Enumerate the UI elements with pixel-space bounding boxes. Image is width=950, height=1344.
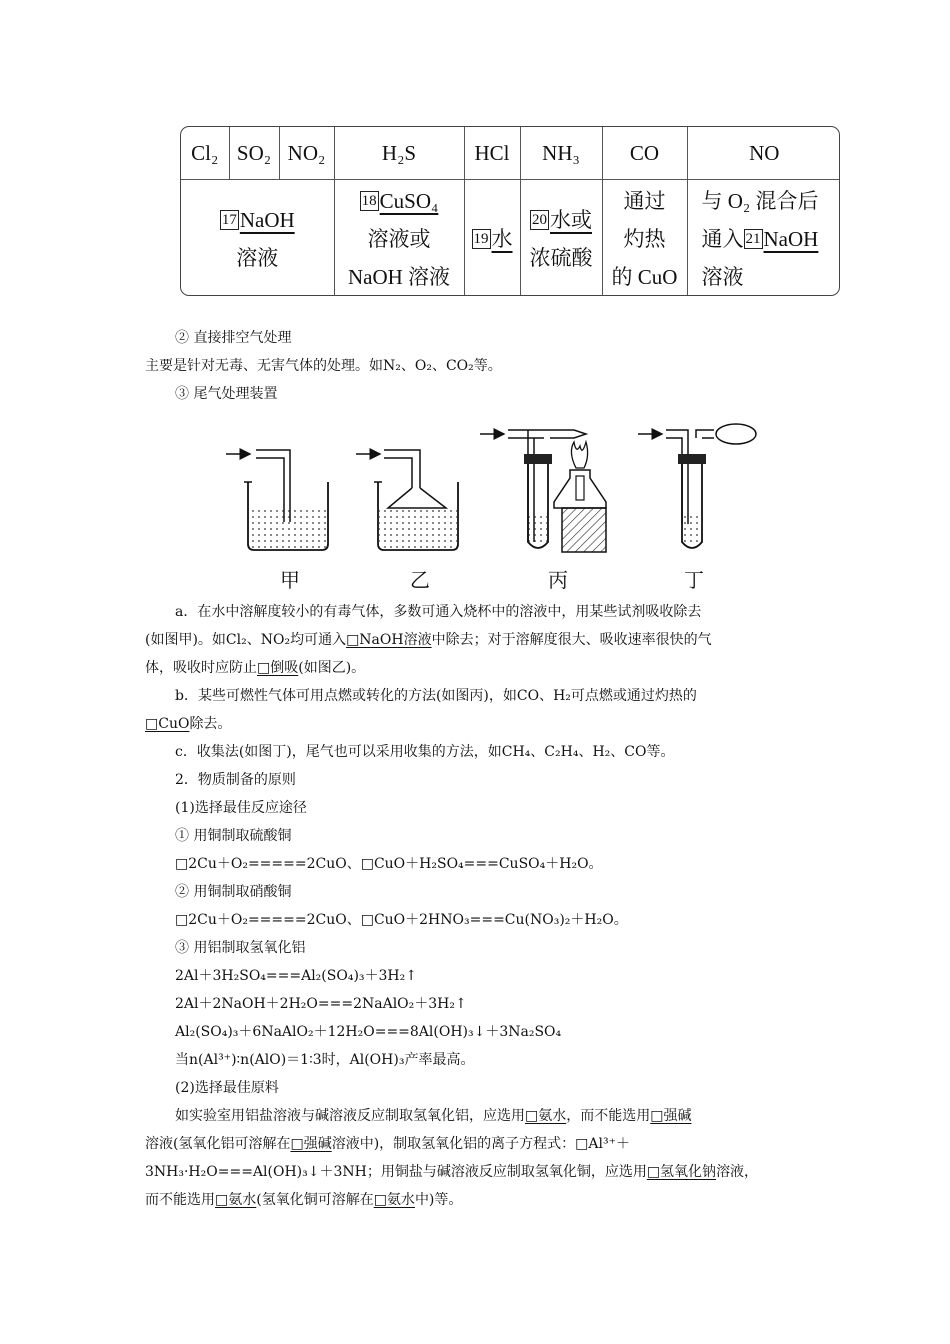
header-cell: NO	[687, 127, 840, 180]
absorbent-cell-water-acid	[520, 180, 602, 297]
paragraph-line: a．在水中溶解度较小的有毒气体，多数可通入烧杯中的溶液中，用某些试剂吸收除去	[175, 604, 702, 620]
cell-text: 溶液或	[367, 227, 431, 251]
subheading: ③ 用铝制取氢氧化铝	[175, 940, 306, 956]
blank-number: 21	[745, 231, 761, 247]
subheading: ② 用铜制取硝酸铜	[175, 884, 292, 900]
paragraph-line	[145, 1190, 462, 1210]
paragraph-line	[175, 1106, 691, 1126]
header-cell: CO	[602, 127, 687, 180]
text-span: 体，吸收时应防止	[145, 660, 257, 676]
equation-line: 2Al＋2NaOH＋2H₂O===2NaAlO₂＋3H₂↑	[175, 996, 467, 1012]
blank-number: 20	[532, 212, 547, 228]
cell-text: 通入	[701, 227, 744, 251]
figure-label-bing: 丙	[548, 568, 568, 592]
text-span: 溶液(氢氧化铝可溶解在	[145, 1136, 291, 1152]
table-header-row	[181, 127, 840, 180]
cell-text: 溶液	[236, 246, 279, 270]
paragraph-line: 当n(Al³⁺)∶n(AlO)＝1∶3时，Al(OH)₃产率最高。	[175, 1052, 475, 1068]
answer-blank: □CuO	[145, 716, 190, 732]
header-cell: HCl	[464, 127, 520, 180]
subsection-heading: (1)选择最佳反应途径	[175, 800, 307, 816]
text-span: 中除去；对于溶解度很大、吸收速率很快的气	[431, 632, 712, 648]
cell-text: 水	[491, 227, 513, 251]
paragraph-line	[145, 658, 365, 678]
subheading-direct-exhaust: ② 直接排空气处理	[175, 330, 292, 346]
exhaust-treatment-figure	[214, 412, 769, 592]
cell-text: NaOH 溶液	[347, 265, 451, 289]
paragraph-line	[145, 714, 231, 734]
paragraph-line	[145, 1134, 630, 1154]
cell-text: 浓硫酸	[529, 246, 593, 270]
header-cell: H₂S	[334, 127, 464, 180]
text-span: 如实验室用铝盐溶液与碱溶液反应制取氢氧化铝，应选用	[175, 1108, 525, 1124]
text-span: 3NH₃·H₂O===Al(OH)₃↓＋3NH；用铜盐与碱溶液反应制取氢氧化铜，应选用	[145, 1164, 647, 1180]
equation-line: 2Al＋3H₂SO₄===Al₂(SO₄)₃＋3H₂↑	[175, 968, 417, 984]
answer-blank: □氨水	[373, 1192, 415, 1208]
apparatus-ding	[638, 424, 756, 548]
answer-blank: □强碱	[290, 1136, 332, 1152]
cell-text: CuSO₄	[379, 189, 439, 213]
text-span: 溶液，	[716, 1164, 759, 1180]
absorbent-cell-o2-naoh	[687, 180, 840, 297]
cell-text: NaOH	[239, 208, 295, 232]
figure-label-jia: 甲	[280, 568, 300, 592]
answer-blank: □倒吸	[257, 660, 299, 676]
text-span: (如图乙)。	[298, 660, 366, 676]
apparatus-diagram	[214, 412, 769, 562]
paragraph-line: c．收集法(如图丁)，尾气也可以采用收集的方法，如CH₄、C₂H₄、H₂、CO等。	[175, 744, 675, 760]
text-span: (如图甲)。如Cl₂、NO₂均可通入	[145, 632, 347, 648]
cell-text: 溶液	[701, 265, 744, 289]
subsection-heading: (2)选择最佳原料	[175, 1080, 279, 1096]
table-row	[181, 180, 840, 297]
answer-blank: □氨水	[215, 1192, 257, 1208]
section-heading: 2．物质制备的原则	[175, 772, 296, 788]
absorbent-cell-cuso4	[334, 180, 464, 297]
paragraph-line	[145, 1162, 758, 1182]
header-cell: NH₃	[520, 127, 602, 180]
header-cell: NO₂	[279, 127, 334, 180]
figure-label-yi: 乙	[410, 568, 430, 592]
subheading: ① 用铜制取硫酸铜	[175, 828, 292, 844]
blank-number: 19	[473, 231, 489, 247]
blank-number: 18	[361, 193, 377, 209]
absorbent-cell-water	[464, 180, 520, 297]
equation-line: □2Cu＋O₂=====2CuO、□CuO＋2HNO₃===Cu(NO₃)₂＋H₂O。	[175, 912, 628, 928]
cell-text: 通过	[623, 189, 666, 213]
paragraph-line: 主要是针对无毒、无害气体的处理。如N₂、O₂、CO₂等。	[145, 358, 502, 374]
figure-label-ding: 丁	[684, 568, 704, 592]
answer-blank: □氢氧化钠	[646, 1164, 717, 1180]
text-span: 溶液中)，制取氢氧化铝的离子方程式：□Al³⁺＋	[331, 1136, 630, 1152]
cell-text: 灼热	[623, 227, 666, 251]
cell-text: 的 CuO	[611, 265, 678, 289]
cell-text: 水或	[550, 208, 592, 232]
absorbent-cell-naoh	[181, 180, 334, 297]
header-cell: SO₂	[229, 127, 279, 180]
header-cell: Cl₂	[181, 127, 229, 180]
paragraph-line: b．某些可燃性气体可用点燃或转化的方法(如图丙)，如CO、H₂可点燃或通过灼热的	[175, 688, 697, 704]
apparatus-bing	[480, 430, 606, 552]
cell-text: 与 O₂ 混合后	[701, 189, 819, 213]
apparatus-jia	[226, 450, 328, 550]
apparatus-yi	[356, 450, 458, 550]
absorbent-cell-cuo	[602, 180, 687, 297]
text-span: ，而不能选用	[566, 1108, 651, 1124]
text-span: 中)等。	[414, 1192, 463, 1208]
answer-blank: □NaOH溶液	[346, 632, 432, 648]
equation-line: □2Cu＋O₂=====2CuO、□CuO＋H₂SO₄===CuSO₄＋H₂O。	[175, 856, 603, 872]
blank-number: 17	[221, 212, 237, 228]
subheading-exhaust-device: ③ 尾气处理装置	[175, 386, 278, 402]
answer-blank: □氨水	[525, 1108, 567, 1124]
gas-absorption-table	[180, 126, 840, 296]
paragraph-line	[145, 630, 712, 650]
answer-blank: □强碱	[650, 1108, 692, 1124]
equation-line: Al₂(SO₄)₃＋6NaAlO₂＋12H₂O===8Al(OH)₃↓＋3Na₂SO₄	[175, 1024, 562, 1040]
text-span: (氢氧化铜可溶解在	[256, 1192, 374, 1208]
text-span: 而不能选用	[145, 1192, 215, 1208]
text-span: 除去。	[189, 716, 232, 732]
cell-text: NaOH	[763, 227, 819, 251]
